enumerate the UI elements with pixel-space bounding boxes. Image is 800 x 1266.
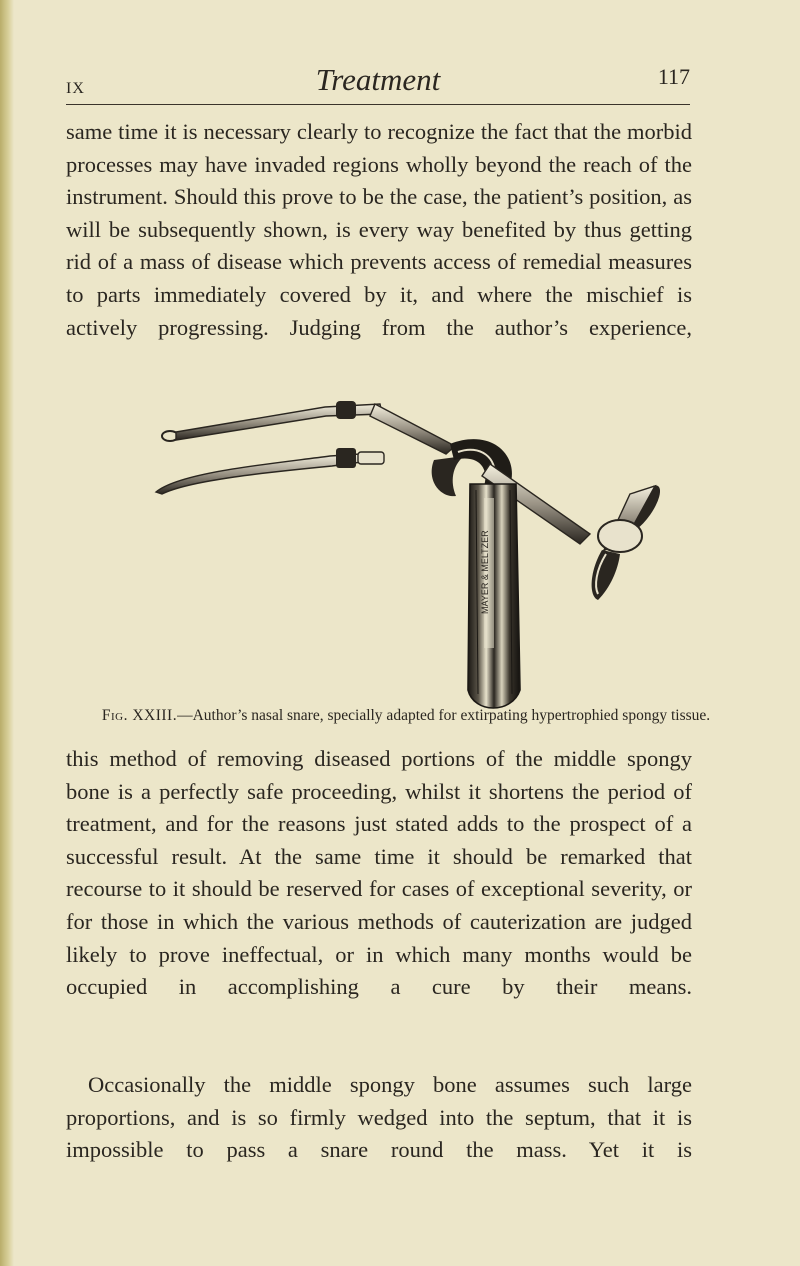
- page-binding-edge: [0, 0, 14, 1266]
- figure-caption: [96, 706, 716, 725]
- handle-engraving: MAYER & MELTZER: [480, 530, 490, 614]
- lower-tube: [156, 448, 384, 494]
- finger-piece: [592, 480, 660, 600]
- chapter-number: IX: [66, 80, 85, 97]
- figure-caption-text: —Author’s nasal snare, specially adapted for extirpating hypertrophied spongy tissue.: [177, 707, 711, 724]
- nasal-snare-illustration: [150, 374, 660, 719]
- paragraph-2: this method of removing diseased portions of the middle spongy bone is a perfectly safe proceeding, whilst it shortens the period of treatment, and for the reasons just stated adds to the prospect of a successful result. At the same time it should be remarked that recourse to it should be reserved for cases of exceptional severity, or for those in which the various methods of cauterization are judged likely to prove ineffectual, or in which many months would be occupied in accomplishing a cure by their means.: [66, 746, 692, 1000]
- paragraph-3: Occasionally the middle spongy bone assumes such large proportions, and is so firmly wedged into the septum, that it is impossible to pass a snare round the mass. Yet it is: [66, 1072, 692, 1163]
- main-handle: [468, 484, 520, 708]
- paragraph-1: same time it is necessary clearly to recognize the fact that the morbid processes may have invaded regions wholly beyond the reach of the instrument. Should this prove to be the case, the patient’s position, as will be subsequently shown, is every way benefited by thus getting rid of a mass of disease which prevents access of remedial measures to parts immediately covered by it, and where the mischief is actively progressing. Judging from the author’s experience,: [66, 119, 692, 340]
- running-header: [66, 62, 690, 105]
- running-title: Treatment: [315, 62, 441, 97]
- page-number: 117: [657, 64, 690, 89]
- upper-tube: [162, 401, 455, 454]
- figure-label: Fig. XXIII.: [101, 707, 178, 724]
